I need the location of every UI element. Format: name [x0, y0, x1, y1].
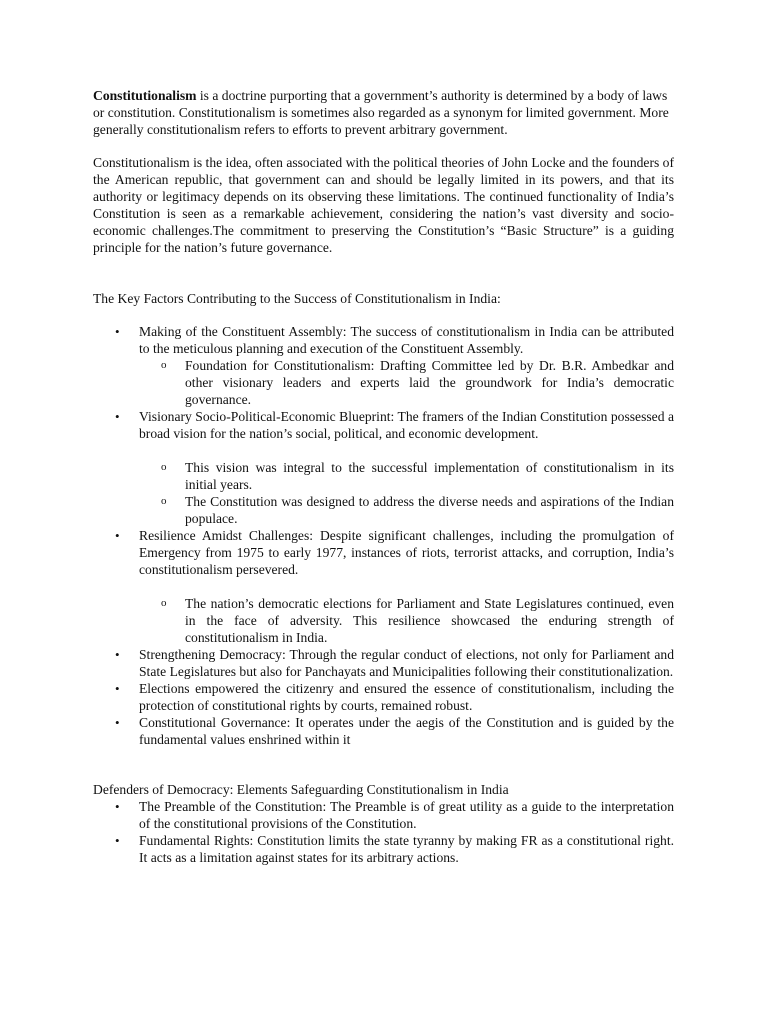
sub-list-item: o This vision was integral to the successful implementation of constitutionalism in its initial years.	[139, 459, 674, 493]
list-item: • Resilience Amidst Challenges: Despite significant challenges, including the promulgation of Emergency from 1975 to early 1977, instances of riots, terrorist attacks, and corruption, India’s constitutionalism persevered. o The nation’s democratic elections for Parliament and State Legislatures continued, even in the face of adversity. This resilience showcased the enduring strength of constitutionalism in India.	[93, 527, 674, 646]
sub-list-item: o The Constitution was designed to address the diverse needs and aspirations of the Indian populace.	[139, 493, 674, 527]
sub-list-item: o Foundation for Constitutionalism: Drafting Committee led by Dr. B.R. Ambedkar and other visionary leaders and experts laid the groundwork for India’s democratic governance.	[139, 357, 674, 408]
intro-definition: is a doctrine purporting that a government’s authority is determined by a body of laws or constitution. Constitutionalism is sometimes also regarded as a synonym for limited government. More generally constitutionalism refers to efforts to prevent arbitrary government.	[93, 88, 669, 137]
list-item: • The Preamble of the Constitution: The Preamble is of great utility as a guide to the interpretation of the constitutional provisions of the Constitution.	[93, 798, 674, 832]
sub-list	[139, 459, 674, 527]
section1-heading: The Key Factors Contributing to the Success of Constitutionalism in India:	[93, 291, 501, 306]
intro-term: Constitutionalism	[93, 88, 197, 103]
list-item: • Visionary Socio-Political-Economic Blueprint: The framers of the Indian Constitution possessed a broad vision for the nation’s social, political, and economic development. o This vision was integral to the successful implementation of constitutionalism in its initial years. o The Constitution was designed to address the diverse needs and aspirations of the Indian populace.	[93, 408, 674, 527]
section2-heading: Defenders of Democracy: Elements Safeguarding Constitutionalism in India	[93, 782, 509, 797]
sub-list	[139, 595, 674, 646]
sub-list-item: o The nation’s democratic elections for Parliament and State Legislatures continued, even in the face of adversity. This resilience showcased the enduring strength of constitutionalism in India.	[139, 595, 674, 646]
list-item: • Constitutional Governance: It operates under the aegis of the Constitution and is guided by the fundamental values enshrined within it	[93, 714, 674, 748]
sub-list	[139, 357, 674, 408]
section2-list	[93, 798, 674, 866]
list-item: • Fundamental Rights: Constitution limits the state tyranny by making FR as a constitutional right. It acts as a limitation against states for its arbitrary actions.	[93, 832, 674, 866]
document-body	[93, 87, 674, 866]
intro-paragraph	[93, 87, 674, 138]
section1-list	[93, 323, 674, 748]
list-item: • Elections empowered the citizenry and ensured the essence of constitutionalism, including the protection of constitutional rights by courts, remained robust.	[93, 680, 674, 714]
list-item: • Strengthening Democracy: Through the regular conduct of elections, not only for Parliament and State Legislatures but also for Panchayats and Municipalities following their constitutionalization.	[93, 646, 674, 680]
list-item: • Making of the Constituent Assembly: The success of constitutionalism in India can be attributed to the meticulous planning and execution of the Constituent Assembly. o Foundation for Constitutionalism: Drafting Committee led by Dr. B.R. Ambedkar and other visionary leaders and experts laid the groundwork for India’s democratic governance.	[93, 323, 674, 408]
paragraph-2: Constitutionalism is the idea, often associated with the political theories of John Locke and the founders of the American republic, that government can and should be legally limited in its powers, and that its authority or legitimacy depends on its observing these limitations. The continued functionality of India’s Constitution is seen as a remarkable achievement, considering the nation’s vast diversity and socio-economic challenges.The commitment to preserving the Constitution’s “Basic Structure” is a guiding principle for the nation’s future governance.	[93, 155, 675, 255]
